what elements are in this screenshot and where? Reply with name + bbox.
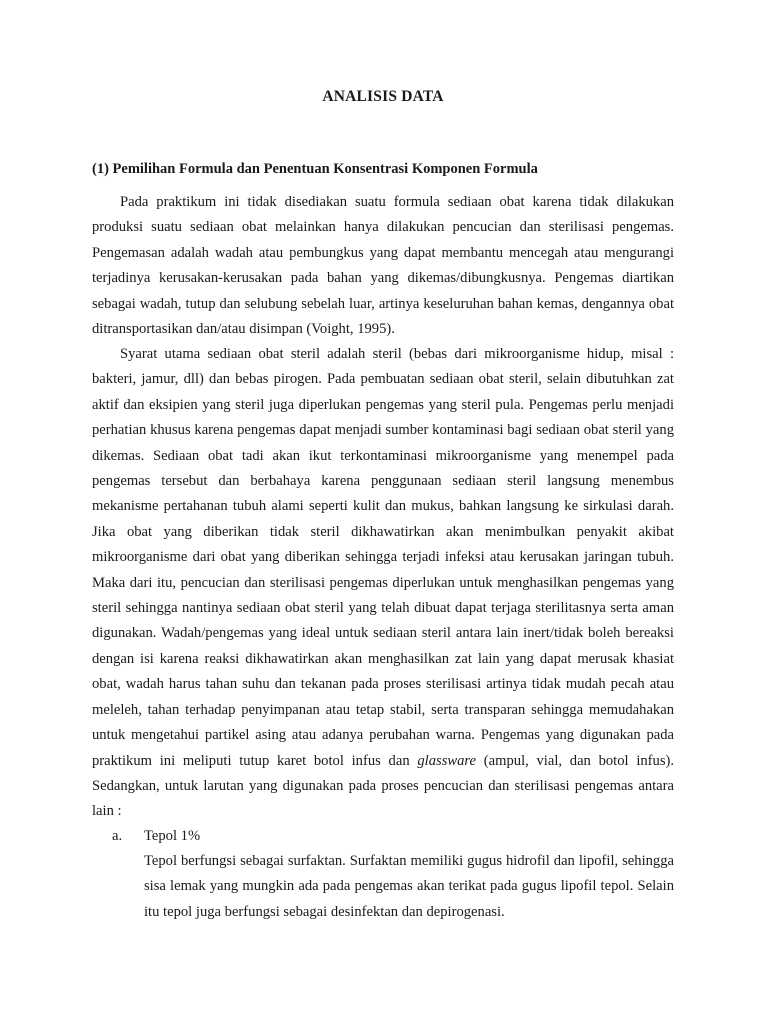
paragraph-2-italic-term: glassware [417, 752, 477, 769]
paragraph-2-text-b: (ampul, vial, dan botol infus). Sedangkan, untuk larutan yang digunakan pada proses pencucian dan sterilisasi pengemas antara lain : [92, 752, 675, 820]
paragraph-2-text-a: Syarat utama sediaan obat steril adalah steril (bebas dari mikroorganisme hidup, misal : bakteri, jamur, dll) dan bebas pirogen. Pada pembuatan sediaan obat steril, selain dibutuhkan zat aktif dan eksipien yang steril juga diperlukan pengemas yang steril pula. Pengemas perlu menjadi perhatian khusus karena pengemas dapat menjadi sumber kontaminasi bagi sediaan obat steril yang dikemas. Sediaan obat tadi akan ikut terkontaminasi mikroorganisme yang menempel pada pengemas tersebut dan berbahaya karena penggunaan sediaan steril langsung menembus mekanisme pertahanan tubuh alami seperti kulit dan mukus, bahkan langsung ke sirkulasi darah. Jika obat yang diberikan tidak steril dikhawatirkan akan menimbulkan penyakit akibat mikroorganisme dari obat yang diberikan sehingga terjadi infeksi atau kerusakan jaringan tubuh. Maka dari itu, pencucian dan sterilisasi pengemas diperlukan untuk menghasilkan pengemas yang steril sehingga nantinya sediaan obat steril yang telah dibuat dapat terjaga sterilitasnya serta aman digunakan. Wadah/pengemas yang ideal untuk sediaan steril antara lain inert/tidak boleh bereaksi dengan isi karena reaksi dikhawatirkan akan menghasilkan zat lain yang dapat merusak khasiat obat, wadah harus tahan suhu dan tekanan pada proses sterilisasi artinya tidak mudah pecah atau meleleh, tahan terhadap penyimpanan atau tetap stabil, serta transparan sehingga memudahakan untuk mengetahui partikel asing atau adanya perubahan warna. Pengemas yang digunakan pada praktikum ini meliputi tutup karet botol infus dan [92, 346, 674, 769]
paragraph-1: Pada praktikum ini tidak disediakan suatu formula sediaan obat karena tidak dilakukan produksi suatu sediaan obat melainkan hanya dilakukan pencucian dan sterilisasi pengemas. Pengemasan adalah wadah atau pembungkus yang dapat membantu mencegah atau mengurangi terjadinya kerusakan-kerusakan pada bahan yang dikemas/dibungkusnya. Pengemas diartikan sebagai wadah, tutup dan selubung sebelah luar, artinya keseluruhan bahan kemas, dengannya obat ditransportasikan dan/atau disimpan (Voight, 1995). [92, 194, 674, 338]
page-title: ANALISIS DATA [322, 88, 444, 105]
list-item-title: Tepol 1% [144, 828, 201, 844]
paragraph-2 [92, 342, 674, 825]
section-heading: (1) Pemilihan Formula dan Penentuan Konsentrasi Komponen Formula [92, 161, 538, 177]
list-item-body: Tepol berfungsi sebagai surfaktan. Surfaktan memiliki gugus hidrofil dan lipofil, sehingga sisa lemak yang mungkin ada pada pengemas akan terikat pada gugus lipofil tepol. Selain itu tepol juga berfungsi sebagai desinfektan dan depirogenasi. [144, 853, 674, 920]
list-item-marker: a. [112, 828, 123, 844]
